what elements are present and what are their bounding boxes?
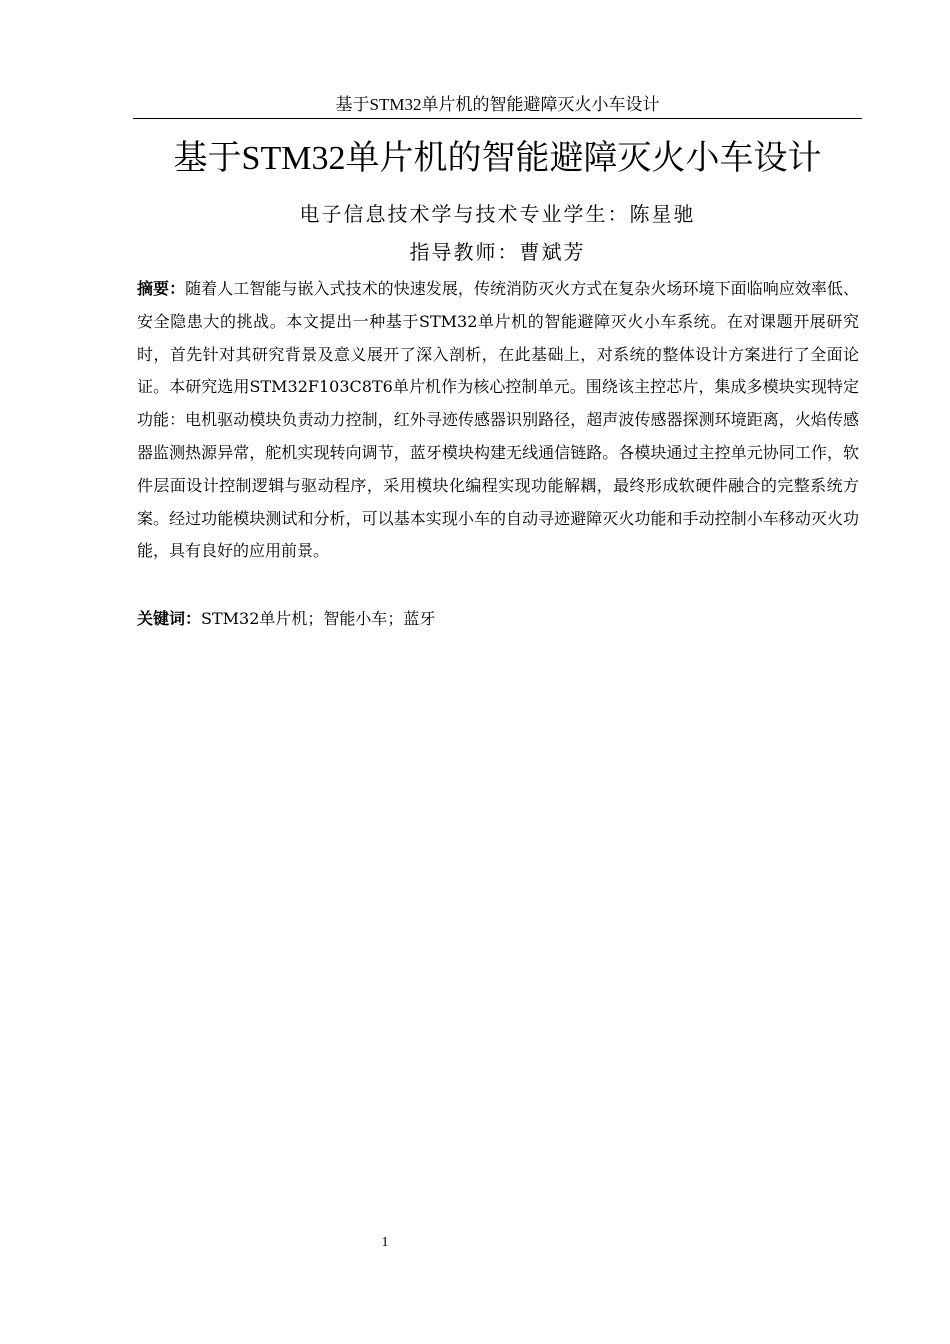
page-number: 1 bbox=[381, 1235, 389, 1250]
abstract-paragraph bbox=[137, 273, 859, 568]
running-header bbox=[133, 94, 862, 119]
keywords-text: STM32单片机；智能小车；蓝牙 bbox=[201, 609, 436, 628]
keywords-line bbox=[137, 603, 859, 635]
abstract-label: 摘要： bbox=[137, 279, 186, 298]
keywords-label: 关键词： bbox=[137, 609, 202, 628]
abstract-text: 随着人工智能与嵌入式技术的快速发展，传统消防灭火方式在复杂火场环境下面临响应效率低、安全隐患大的挑战。本文提出一种基于STM32单片机的智能避障灭火小车系统。在对课题开展研究时，首先针对其研究背景及意义展开了深入剖析，在此基础上，对系统的整体设计方案进行了全面论证。本研究选用STM32F103C8T6单片机作为核心控制单元。围绕该主控芯片，集成多模块实现特定功能：电机驱动模块负责动力控制，红外寻迹传感器识别路径，超声波传感器探测环境距离，火焰传感器监测热源异常，舵机实现转向调节，蓝牙模块构建无线通信链路。各模块通过主控单元协同工作，软件层面设计控制逻辑与驱动程序，采用模块化编程实现功能解耦，最终形成软硬件融合的完整系统方案。经过功能模块测试和分析，可以基本实现小车的自动寻迹避障灭火功能和手动控制小车移动灭火功能，具有良好的应用前景。 bbox=[137, 279, 859, 561]
document-title: 基于STM32单片机的智能避障灭火小车设计 bbox=[173, 140, 822, 177]
running-header-title: 基于STM32单片机的智能避障灭火小车设计 bbox=[335, 95, 660, 114]
advisor-line: 指导教师：曹斌芳 bbox=[409, 240, 586, 264]
author-line: 电子信息技术学与技术专业学生：陈星驰 bbox=[299, 202, 696, 226]
